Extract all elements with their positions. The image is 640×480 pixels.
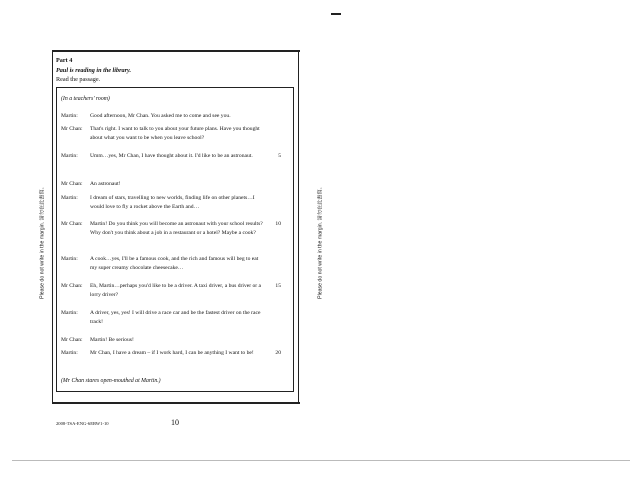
speech-text: That's right. I want to talk to you about your future plans. Have you thought about what you want to be when you leave school? (90, 126, 260, 141)
margin-note-left: Please do not write in the margin. 請勿在此書寫。 (39, 184, 46, 299)
line-number: 10 (275, 221, 281, 227)
speaker-label: Mr Chan: (61, 283, 83, 289)
line-number: 5 (278, 153, 281, 159)
speech-text: Martin! Be serious! (90, 337, 134, 343)
speech-text: Umm…yes, Mr Chan, I have thought about it. I'd like to be an astronaut. (90, 153, 253, 159)
speaker-label: Martin: (61, 310, 78, 316)
speech-text: Good afternoon, Mr Chan. You asked me to come and see you. (90, 113, 231, 119)
speech-text: Eh, Martin…perhaps you'd like to be a driver. A taxi driver, a bus driver or a lorry driver? (90, 283, 262, 298)
instruction: Read the passage. (56, 76, 101, 83)
speech-text: A driver, yes, yes! I will drive a race car and be the fastest driver on the race track! (90, 310, 261, 325)
page-frame-bottom-border (52, 402, 300, 404)
speaker-label: Martin: (61, 153, 78, 159)
page-number: 10 (171, 418, 179, 427)
part-title: Part 4 (56, 57, 73, 64)
speaker-label: Mr Chan: (61, 337, 83, 343)
speech-text: Martin! Do you think you will become an astronaut with your school results? Why don't you think about a job in a restaurant or a hotel? Maybe a cook? (90, 221, 263, 236)
speaker-label: Martin: (61, 195, 78, 201)
line-number: 15 (275, 283, 281, 289)
part-subtitle: Paul is reading in the library. (56, 67, 132, 74)
speech-text: An astronaut! (90, 181, 121, 187)
speaker-label: Martin: (61, 256, 78, 262)
speaker-label: Martin: (61, 350, 78, 356)
speech-text: A cook…yes, I'll be a famous cook, and the rich and famous will beg to eat my super creamy chocolate cheesecake… (90, 256, 259, 271)
speech-text: I dream of stars, travelling to new worlds, finding life on other planets…I would love to fly a rocket above the Earth and… (90, 195, 255, 210)
scene-direction: (In a teachers' room) (61, 96, 110, 102)
line-number: 20 (275, 350, 281, 356)
speaker-label: Mr Chan: (61, 181, 83, 187)
speaker-label: Martin: (61, 113, 78, 119)
exam-code: 2008-TSA-ENG-6ERW1-10 (56, 421, 109, 426)
stage-direction: (Mr Chan stares open-mouthed at Martin.) (61, 378, 161, 384)
page-bottom-rule (12, 460, 630, 461)
speech-text: Mr Chan, I have a dream – if I work hard, I can be anything I want to be! (90, 350, 254, 356)
speaker-label: Mr Chan: (61, 126, 83, 132)
speaker-label: Mr Chan: (61, 221, 83, 227)
margin-note-right: Please do not write in the margin. 請勿在此書寫。 (317, 184, 324, 299)
top-mark (331, 13, 341, 15)
